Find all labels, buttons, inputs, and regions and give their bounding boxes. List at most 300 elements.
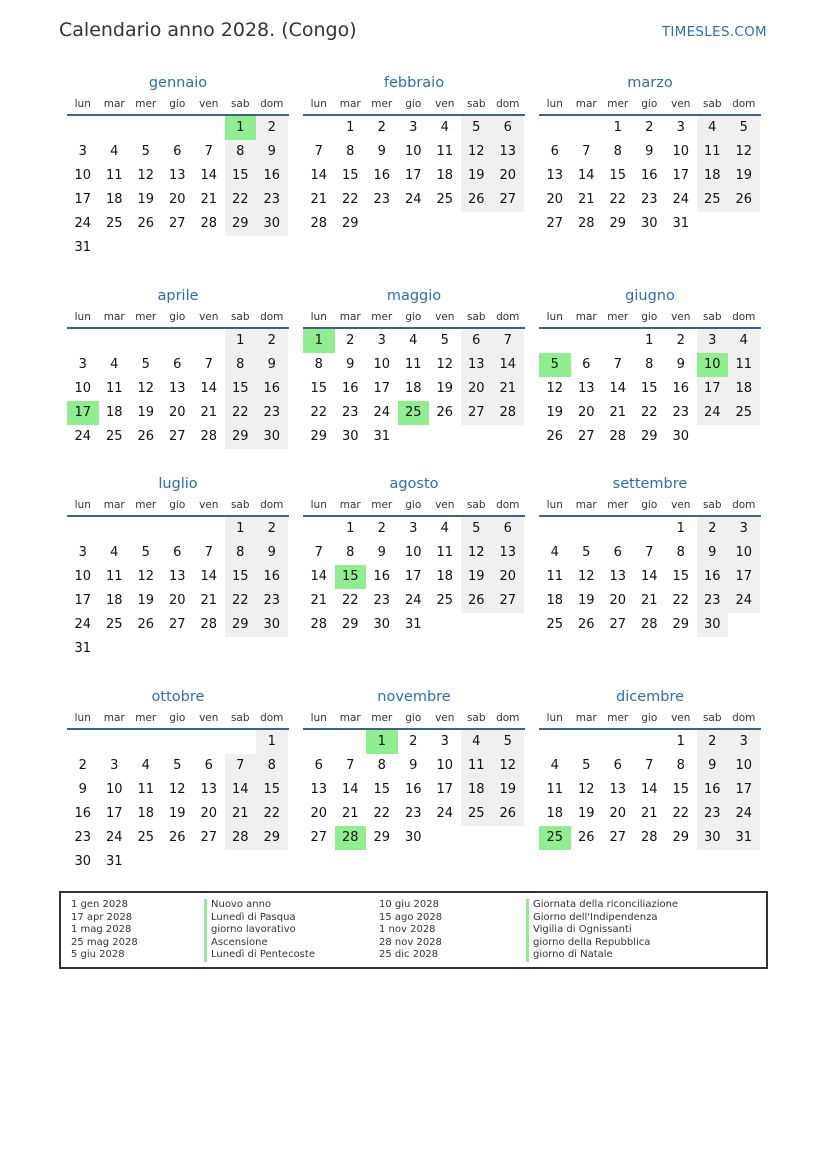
- week-row: [303, 730, 525, 754]
- week-row: [539, 565, 761, 589]
- day-cell: 18: [436, 569, 454, 584]
- day-cell: 15: [672, 569, 690, 584]
- week-row: [539, 212, 761, 236]
- day-cell: 27: [492, 589, 524, 613]
- day-cell: 14: [492, 353, 524, 377]
- day-cell: 7: [645, 758, 654, 773]
- day-cell: 16: [672, 381, 690, 396]
- day-cell: 23: [74, 830, 92, 845]
- day-cell: 26: [461, 188, 493, 212]
- day-cell: 20: [577, 405, 595, 420]
- empty-cell: [492, 425, 524, 449]
- week-row: [67, 377, 289, 401]
- day-cell: 3: [377, 333, 386, 348]
- empty-cell: [539, 730, 571, 754]
- weekday-label: lun: [546, 98, 563, 110]
- day-cell: 6: [492, 116, 524, 140]
- day-cell: 11: [436, 144, 454, 159]
- empty-cell: [67, 329, 99, 353]
- day-cell: 22: [341, 593, 359, 608]
- weekday-label: gio: [641, 712, 658, 724]
- weekday-label: dom: [260, 98, 284, 110]
- empty-cell: [539, 329, 571, 353]
- day-cell: 18: [546, 806, 564, 821]
- holiday-day-cell: 15: [335, 565, 367, 589]
- day-cell: 8: [225, 353, 257, 377]
- day-cell: 5: [461, 517, 493, 541]
- empty-cell: [366, 212, 398, 236]
- day-cell: 28: [640, 617, 658, 632]
- legend-holiday-name: Giorno dell'Indipendenza: [526, 912, 678, 925]
- weekday-label: ven: [435, 712, 455, 724]
- day-cell: 13: [492, 140, 524, 164]
- day-cell: 22: [609, 192, 627, 207]
- day-cell: 8: [676, 758, 685, 773]
- empty-cell: [492, 613, 524, 637]
- week-row: [303, 754, 525, 778]
- day-cell: 27: [168, 617, 186, 632]
- weekday-label: mar: [103, 311, 125, 323]
- day-cell: 6: [173, 144, 182, 159]
- day-cell: 30: [256, 425, 288, 449]
- weekday-label: lun: [74, 98, 91, 110]
- day-cell: 26: [577, 617, 595, 632]
- day-cell: 30: [256, 613, 288, 637]
- weekday-label: mer: [371, 712, 393, 724]
- day-cell: 4: [440, 521, 449, 536]
- day-cell: 2: [697, 517, 729, 541]
- day-cell: 23: [256, 401, 288, 425]
- day-cell: 9: [78, 782, 87, 797]
- day-cell: 12: [168, 782, 186, 797]
- empty-cell: [162, 517, 194, 541]
- weekday-label: dom: [496, 311, 520, 323]
- empty-cell: [225, 637, 257, 661]
- day-cell: 14: [341, 782, 359, 797]
- day-cell: 21: [577, 192, 595, 207]
- week-row: [539, 116, 761, 140]
- day-cell: 30: [341, 429, 359, 444]
- weekday-label: lun: [74, 499, 91, 511]
- day-cell: 11: [697, 140, 729, 164]
- day-cell: 7: [645, 545, 654, 560]
- day-cell: 31: [672, 216, 690, 231]
- weekday-label: mar: [339, 98, 361, 110]
- day-cell: 9: [256, 353, 288, 377]
- day-cell: 21: [492, 377, 524, 401]
- day-cell: 11: [137, 782, 155, 797]
- day-cell: 10: [728, 754, 760, 778]
- weekday-label: sab: [230, 98, 250, 110]
- empty-cell: [571, 517, 603, 541]
- day-cell: 17: [697, 377, 729, 401]
- day-cell: 23: [697, 589, 729, 613]
- day-cell: 8: [314, 357, 323, 372]
- day-cell: 12: [137, 381, 155, 396]
- brand-logo-link[interactable]: TIMESLES.COM: [661, 24, 767, 40]
- day-cell: 18: [461, 778, 493, 802]
- legend-date: 28 nov 2028: [379, 936, 442, 948]
- day-cell: 29: [256, 826, 288, 850]
- day-cell: 26: [137, 429, 155, 444]
- day-cell: 6: [550, 144, 559, 159]
- day-cell: 12: [577, 782, 595, 797]
- month-name: aprile: [157, 288, 199, 304]
- weekday-label: mar: [103, 712, 125, 724]
- day-cell: 24: [697, 401, 729, 425]
- day-cell: 2: [78, 758, 87, 773]
- day-cell: 2: [256, 116, 288, 140]
- legend-date: 1 gen 2028: [71, 899, 129, 910]
- day-cell: 28: [310, 617, 328, 632]
- weekday-label: mar: [339, 311, 361, 323]
- day-cell: 21: [640, 806, 658, 821]
- day-cell: 29: [310, 429, 328, 444]
- day-cell: 4: [110, 545, 119, 560]
- week-row: [539, 730, 761, 754]
- day-cell: 9: [697, 754, 729, 778]
- day-cell: 18: [404, 381, 422, 396]
- day-cell: 12: [492, 754, 524, 778]
- day-cell: 3: [728, 517, 760, 541]
- day-cell: 10: [404, 545, 422, 560]
- weekday-label: gio: [405, 98, 422, 110]
- legend-date: 17 apr 2028: [71, 911, 133, 923]
- day-cell: 5: [582, 545, 591, 560]
- day-cell: 13: [492, 541, 524, 565]
- month-name: gennaio: [148, 75, 208, 91]
- day-cell: 24: [728, 802, 760, 826]
- weekday-header: [67, 95, 289, 116]
- empty-cell: [193, 637, 225, 661]
- day-cell: 3: [440, 734, 449, 749]
- day-cell: 10: [105, 782, 123, 797]
- day-cell: 18: [105, 593, 123, 608]
- day-cell: 18: [105, 405, 123, 420]
- day-cell: 9: [256, 140, 288, 164]
- day-cell: 29: [225, 212, 257, 236]
- day-cell: 29: [341, 216, 359, 231]
- week-row: [67, 541, 289, 565]
- month-marzo: [539, 71, 761, 236]
- day-cell: 20: [609, 593, 627, 608]
- day-cell: 3: [409, 120, 418, 135]
- empty-cell: [461, 425, 493, 449]
- day-cell: 17: [728, 565, 760, 589]
- day-cell: 12: [137, 569, 155, 584]
- week-row: [67, 589, 289, 613]
- day-cell: 12: [577, 569, 595, 584]
- week-row: [303, 565, 525, 589]
- legend-date: 1 mag 2028: [71, 924, 132, 935]
- day-cell: 24: [373, 405, 391, 420]
- day-cell: 16: [373, 569, 391, 584]
- week-row: [67, 613, 289, 637]
- day-cell: 3: [78, 357, 87, 372]
- day-cell: 5: [728, 116, 760, 140]
- day-cell: 25: [697, 188, 729, 212]
- month-name: novembre: [377, 689, 451, 705]
- day-cell: 24: [74, 429, 92, 444]
- empty-cell: [539, 517, 571, 541]
- day-cell: 2: [256, 517, 288, 541]
- month-gennaio: [67, 71, 289, 260]
- week-row: [303, 425, 525, 449]
- empty-cell: [193, 517, 225, 541]
- day-cell: 6: [461, 329, 493, 353]
- day-cell: 9: [346, 357, 355, 372]
- week-row: [539, 754, 761, 778]
- day-cell: 2: [256, 329, 288, 353]
- day-cell: 16: [256, 164, 288, 188]
- day-cell: 17: [404, 569, 422, 584]
- empty-cell: [225, 236, 257, 260]
- day-cell: 10: [728, 541, 760, 565]
- day-cell: 2: [377, 120, 386, 135]
- day-cell: 28: [640, 830, 658, 845]
- week-row: [539, 377, 761, 401]
- weekday-label: mar: [575, 712, 597, 724]
- empty-cell: [225, 730, 257, 754]
- day-cell: 21: [310, 192, 328, 207]
- day-cell: 23: [640, 192, 658, 207]
- day-cell: 21: [200, 192, 218, 207]
- day-cell: 14: [310, 168, 328, 183]
- day-cell: 27: [310, 830, 328, 845]
- week-row: [303, 377, 525, 401]
- day-cell: 21: [341, 806, 359, 821]
- weekday-label: mar: [103, 98, 125, 110]
- day-cell: 18: [137, 806, 155, 821]
- empty-cell: [398, 425, 430, 449]
- weekday-label: lun: [546, 311, 563, 323]
- day-cell: 23: [373, 192, 391, 207]
- legend-holiday-name: Nuovo anno: [204, 899, 315, 912]
- day-cell: 5: [461, 116, 493, 140]
- holiday-day-cell: 28: [335, 826, 367, 850]
- weekday-label: gio: [405, 311, 422, 323]
- day-cell: 1: [676, 734, 685, 749]
- weekday-label: mar: [339, 499, 361, 511]
- day-cell: 12: [461, 541, 493, 565]
- week-row: [67, 778, 289, 802]
- week-row: [539, 164, 761, 188]
- month-name: marzo: [627, 75, 673, 91]
- weekday-label: mer: [371, 311, 393, 323]
- empty-cell: [256, 236, 288, 260]
- weekday-label: lun: [310, 98, 327, 110]
- empty-cell: [461, 212, 493, 236]
- empty-cell: [429, 212, 461, 236]
- day-cell: 13: [546, 168, 564, 183]
- day-cell: 14: [640, 569, 658, 584]
- day-cell: 28: [492, 401, 524, 425]
- day-cell: 4: [110, 357, 119, 372]
- day-cell: 19: [577, 593, 595, 608]
- weekday-label: sab: [230, 311, 250, 323]
- empty-cell: [571, 116, 603, 140]
- day-cell: 25: [728, 401, 760, 425]
- day-cell: 29: [341, 617, 359, 632]
- empty-cell: [697, 425, 729, 449]
- empty-cell: [162, 850, 194, 874]
- day-cell: 20: [492, 164, 524, 188]
- day-cell: 16: [256, 565, 288, 589]
- week-row: [67, 425, 289, 449]
- weekday-label: dom: [732, 98, 756, 110]
- day-cell: 28: [577, 216, 595, 231]
- week-row: [539, 778, 761, 802]
- week-row: [539, 401, 761, 425]
- day-cell: 17: [74, 593, 92, 608]
- month-name: febbraio: [383, 75, 445, 91]
- day-cell: 14: [577, 168, 595, 183]
- empty-cell: [162, 236, 194, 260]
- day-cell: 14: [310, 569, 328, 584]
- empty-cell: [193, 116, 225, 140]
- day-cell: 13: [168, 381, 186, 396]
- legend-names-right: [526, 899, 678, 962]
- day-cell: 30: [672, 429, 690, 444]
- day-cell: 22: [256, 802, 288, 826]
- weekday-label: mer: [607, 98, 629, 110]
- day-cell: 4: [141, 758, 150, 773]
- empty-cell: [461, 613, 493, 637]
- weekday-label: lun: [310, 712, 327, 724]
- day-cell: 4: [550, 545, 559, 560]
- empty-cell: [130, 637, 162, 661]
- weekday-label: dom: [260, 311, 284, 323]
- day-cell: 6: [582, 357, 591, 372]
- day-cell: 7: [582, 144, 591, 159]
- day-cell: 27: [200, 830, 218, 845]
- empty-cell: [130, 850, 162, 874]
- day-cell: 20: [200, 806, 218, 821]
- day-cell: 4: [550, 758, 559, 773]
- weekday-header: [539, 496, 761, 517]
- empty-cell: [728, 212, 760, 236]
- empty-cell: [67, 730, 99, 754]
- day-cell: 6: [173, 545, 182, 560]
- day-cell: 7: [346, 758, 355, 773]
- day-cell: 29: [672, 617, 690, 632]
- day-cell: 1: [613, 120, 622, 135]
- day-cell: 8: [346, 545, 355, 560]
- day-cell: 24: [728, 589, 760, 613]
- legend-holiday-name: Giornata della riconciliazione: [526, 899, 678, 912]
- day-cell: 8: [676, 545, 685, 560]
- day-cell: 14: [225, 778, 257, 802]
- day-cell: 21: [200, 593, 218, 608]
- day-cell: 5: [141, 144, 150, 159]
- day-cell: 5: [173, 758, 182, 773]
- empty-cell: [130, 116, 162, 140]
- holiday-day-cell: 25: [398, 401, 430, 425]
- week-row: [303, 802, 525, 826]
- day-cell: 20: [168, 192, 186, 207]
- day-cell: 14: [200, 569, 218, 584]
- day-cell: 1: [256, 730, 288, 754]
- empty-cell: [256, 637, 288, 661]
- day-cell: 22: [672, 806, 690, 821]
- empty-cell: [67, 116, 99, 140]
- day-cell: 7: [204, 545, 213, 560]
- empty-cell: [130, 517, 162, 541]
- weekday-label: gio: [641, 311, 658, 323]
- empty-cell: [728, 425, 760, 449]
- weekday-label: ven: [671, 499, 691, 511]
- day-cell: 17: [74, 192, 92, 207]
- empty-cell: [99, 329, 131, 353]
- empty-cell: [99, 236, 131, 260]
- empty-cell: [99, 730, 131, 754]
- day-cell: 4: [409, 333, 418, 348]
- day-cell: 21: [640, 593, 658, 608]
- weekday-label: gio: [169, 712, 186, 724]
- day-cell: 15: [640, 381, 658, 396]
- weekday-label: mar: [339, 712, 361, 724]
- weekday-label: sab: [702, 712, 722, 724]
- day-cell: 3: [78, 144, 87, 159]
- week-row: [67, 329, 289, 353]
- day-cell: 19: [436, 381, 454, 396]
- day-cell: 17: [728, 778, 760, 802]
- week-row: [539, 589, 761, 613]
- day-cell: 17: [404, 168, 422, 183]
- empty-cell: [697, 212, 729, 236]
- week-row: [67, 116, 289, 140]
- day-cell: 24: [672, 192, 690, 207]
- day-cell: 28: [200, 216, 218, 231]
- weekday-label: mar: [575, 98, 597, 110]
- day-cell: 31: [105, 854, 123, 869]
- week-row: [303, 826, 525, 850]
- day-cell: 22: [310, 405, 328, 420]
- day-cell: 13: [310, 782, 328, 797]
- day-cell: 19: [168, 806, 186, 821]
- day-cell: 16: [373, 168, 391, 183]
- day-cell: 7: [314, 144, 323, 159]
- day-cell: 28: [200, 429, 218, 444]
- day-cell: 3: [728, 730, 760, 754]
- day-cell: 8: [613, 144, 622, 159]
- empty-cell: [492, 826, 524, 850]
- day-cell: 20: [310, 806, 328, 821]
- day-cell: 19: [137, 192, 155, 207]
- day-cell: 26: [546, 429, 564, 444]
- weekday-label: mer: [607, 499, 629, 511]
- day-cell: 16: [256, 377, 288, 401]
- month-name: settembre: [612, 476, 688, 492]
- empty-cell: [193, 730, 225, 754]
- weekday-label: mar: [575, 311, 597, 323]
- day-cell: 29: [373, 830, 391, 845]
- week-row: [67, 140, 289, 164]
- week-row: [539, 541, 761, 565]
- day-cell: 26: [436, 405, 454, 420]
- day-cell: 23: [672, 405, 690, 420]
- day-cell: 7: [492, 329, 524, 353]
- weekday-label: dom: [496, 499, 520, 511]
- day-cell: 16: [74, 806, 92, 821]
- weekday-label: dom: [496, 712, 520, 724]
- day-cell: 27: [492, 188, 524, 212]
- day-cell: 9: [676, 357, 685, 372]
- empty-cell: [99, 116, 131, 140]
- weekday-label: ven: [199, 311, 219, 323]
- weekday-label: gio: [641, 499, 658, 511]
- day-cell: 9: [697, 541, 729, 565]
